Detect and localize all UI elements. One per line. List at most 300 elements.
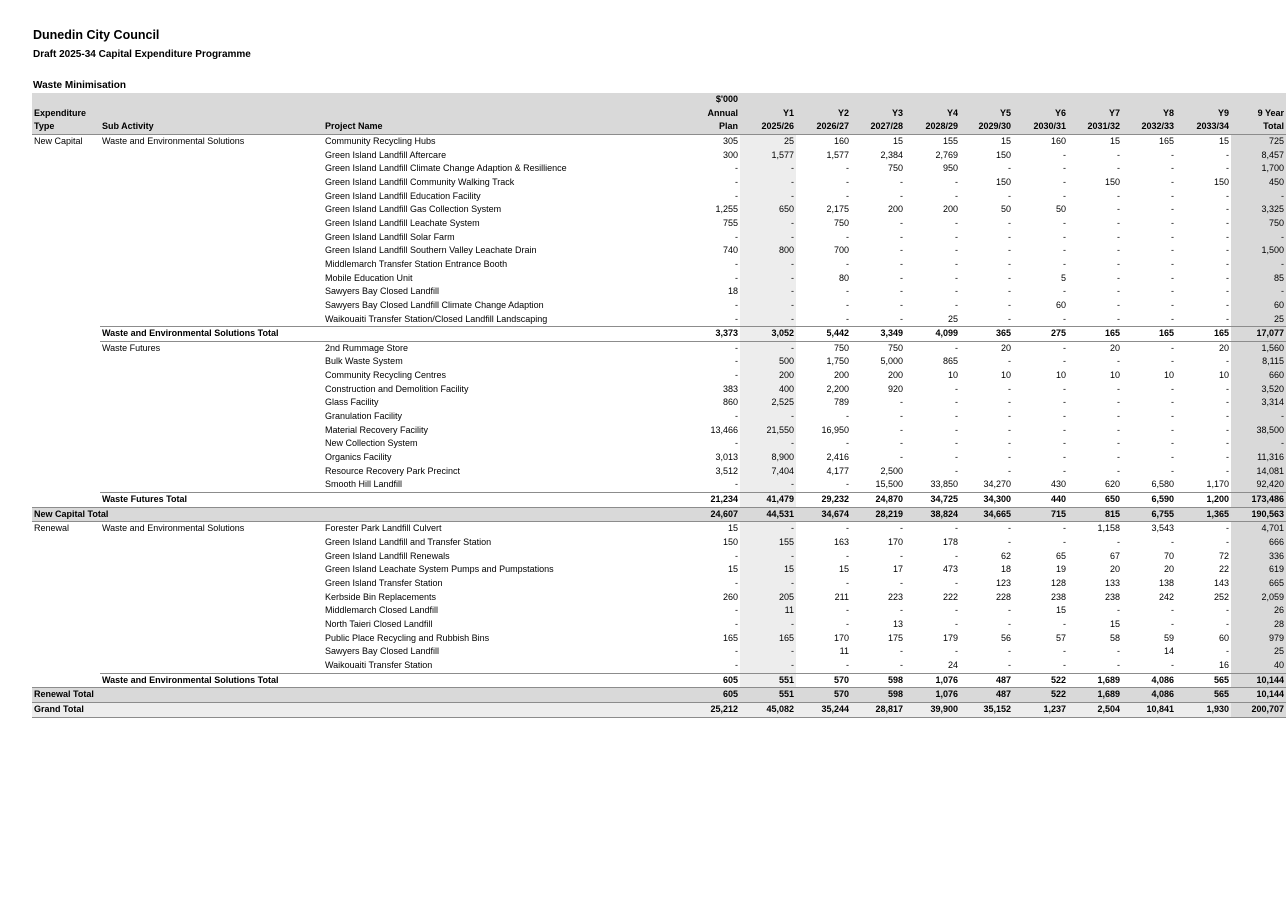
table-row — [32, 591, 1286, 605]
year-value-cell: 72 — [1218, 550, 1229, 561]
col-total-line2: Total — [1231, 120, 1286, 134]
year-value-cell: - — [1063, 465, 1066, 476]
table-body — [32, 134, 1286, 717]
annual-plan-cell: - — [735, 313, 738, 324]
year-value-cell: 155 — [942, 135, 958, 146]
year-value-cell: 165 — [1122, 327, 1176, 342]
project-name-cell: Sawyers Bay Closed Landfill — [325, 646, 440, 657]
year-value-cell: - — [1063, 659, 1066, 670]
year-value-cell: 25 — [947, 313, 958, 324]
nine-year-total-cell: - — [1231, 258, 1286, 272]
year-value-cell: 20 — [1218, 342, 1229, 353]
year-value-cell: - — [740, 659, 796, 673]
year-value-cell: - — [900, 659, 903, 670]
year-value-cell: 200 — [833, 370, 849, 381]
table-row — [32, 396, 1286, 410]
year-value-cell: - — [1063, 176, 1066, 187]
sub-activity-cell — [100, 659, 323, 673]
year-value-cell: 598 — [851, 688, 905, 703]
year-value-cell: - — [1117, 659, 1120, 670]
year-value-cell: 155 — [740, 536, 796, 550]
sub-activity-cell — [100, 313, 323, 327]
year-value-cell: 170 — [833, 632, 849, 643]
year-value-cell: - — [1117, 313, 1120, 324]
annual-plan-cell: 18 — [727, 286, 738, 297]
year-value-cell: - — [740, 577, 796, 591]
year-value-cell: 570 — [796, 688, 851, 703]
year-value-cell: - — [1063, 438, 1066, 449]
project-name-cell: Green Island Transfer Station — [325, 577, 443, 588]
table-row — [32, 451, 1286, 465]
year-value-cell: - — [846, 523, 849, 534]
expenditure-type-cell — [32, 231, 100, 245]
year-value-cell: 25 — [740, 134, 796, 148]
year-value-cell: - — [900, 550, 903, 561]
project-name-cell: 2nd Rummage Store — [325, 342, 409, 353]
year-value-cell: 1,076 — [905, 673, 960, 688]
year-value-cell: - — [1008, 272, 1011, 283]
table-row — [32, 536, 1286, 550]
year-value-cell: 200 — [740, 369, 796, 383]
year-value-cell: 1,158 — [1097, 523, 1120, 534]
annual-plan-cell: 25,212 — [669, 702, 740, 717]
type-total-row — [32, 507, 1286, 522]
nine-year-total-cell: 666 — [1231, 536, 1286, 550]
nine-year-total-cell: 1,560 — [1231, 341, 1286, 355]
year-value-cell: - — [1171, 286, 1174, 297]
annual-plan-cell: - — [735, 646, 738, 657]
year-value-cell: 170 — [887, 537, 903, 547]
year-value-cell: - — [740, 410, 796, 424]
year-value-cell: 8,900 — [740, 451, 796, 465]
year-value-cell: 13 — [892, 618, 903, 629]
nine-year-total-cell: 979 — [1231, 632, 1286, 646]
expenditure-type-cell — [32, 244, 100, 258]
year-value-cell: 163 — [833, 537, 849, 547]
year-value-cell: 15 — [892, 135, 903, 146]
sub-activity-cell — [100, 410, 323, 424]
nine-year-total-cell: 1,500 — [1231, 244, 1286, 258]
project-name-cell: Green Island Landfill Leachate System — [325, 217, 480, 228]
sub-activity-cell — [100, 424, 323, 438]
year-value-cell: - — [955, 465, 958, 476]
year-value-cell: - — [1171, 411, 1174, 422]
spacer-cell — [32, 493, 100, 508]
year-value-cell: - — [955, 577, 958, 588]
year-value-cell: 5 — [1060, 272, 1066, 283]
year-value-cell: 16 — [1218, 659, 1229, 670]
year-value-cell: - — [900, 245, 903, 256]
year-value-cell: 2,504 — [1068, 702, 1122, 717]
col-year-range: 2030/31 — [1013, 120, 1068, 134]
year-value-cell: - — [1063, 618, 1066, 629]
sub-activity-cell — [100, 217, 323, 231]
year-value-cell: 700 — [833, 245, 849, 256]
year-value-cell: - — [1226, 523, 1229, 534]
year-value-cell: 2,500 — [880, 465, 903, 476]
sub-activity-cell — [100, 285, 323, 299]
table-row — [32, 203, 1286, 217]
year-value-cell: - — [1226, 217, 1229, 228]
year-value-cell: - — [1008, 258, 1011, 269]
year-value-cell: 275 — [1013, 327, 1068, 342]
year-value-cell: 28,219 — [851, 507, 905, 522]
year-value-cell: 133 — [1104, 577, 1120, 588]
annual-plan-cell: - — [735, 411, 738, 422]
year-value-cell: 143 — [1213, 577, 1229, 588]
year-value-cell: - — [955, 523, 958, 534]
year-value-cell: 2,769 — [935, 149, 958, 160]
year-value-cell: - — [900, 523, 903, 534]
table-row — [32, 190, 1286, 204]
year-value-cell: 22 — [1218, 564, 1229, 575]
year-value-cell: 238 — [1104, 591, 1120, 602]
year-value-cell: 35,152 — [960, 702, 1013, 717]
year-value-cell: 39,900 — [905, 702, 960, 717]
year-value-cell: - — [900, 258, 903, 269]
year-value-cell: - — [955, 258, 958, 269]
nine-year-total-cell: 11,316 — [1231, 451, 1286, 465]
nine-year-total-cell: - — [1231, 231, 1286, 245]
year-value-cell: - — [1226, 646, 1229, 657]
year-value-cell: - — [1171, 163, 1174, 174]
year-value-cell: 175 — [887, 632, 903, 643]
year-value-cell: - — [740, 645, 796, 659]
subtotal-label: Waste and Environmental Solutions Total — [100, 327, 669, 342]
subtotal-label: Waste and Environmental Solutions Total — [100, 673, 669, 688]
year-value-cell: - — [1226, 537, 1229, 547]
col-plan-unit: $'000 — [669, 93, 740, 107]
year-value-cell: 1,577 — [740, 149, 796, 163]
expenditure-type-cell — [32, 478, 100, 492]
annual-plan-cell: 605 — [669, 688, 740, 703]
year-value-cell: 3,349 — [851, 327, 905, 342]
year-value-cell: - — [1117, 605, 1120, 616]
year-value-cell: - — [1171, 424, 1174, 435]
type-total-row — [32, 688, 1286, 703]
expenditure-type-cell — [32, 645, 100, 659]
table-row — [32, 659, 1286, 673]
nine-year-total-cell: - — [1231, 190, 1286, 204]
year-value-cell: 14 — [1163, 646, 1174, 657]
year-value-cell: - — [740, 258, 796, 272]
year-value-cell: 21,550 — [740, 424, 796, 438]
year-value-cell: 4,086 — [1122, 688, 1176, 703]
year-value-cell: 238 — [1050, 591, 1066, 602]
sub-activity-cell — [100, 437, 323, 451]
year-value-cell: 10 — [1218, 370, 1229, 381]
annual-plan-cell: 165 — [722, 632, 738, 643]
year-value-cell: - — [1171, 397, 1174, 408]
year-value-cell: - — [1226, 286, 1229, 297]
nine-year-total-cell: 336 — [1231, 550, 1286, 564]
nine-year-total-cell: 40 — [1231, 659, 1286, 673]
year-value-cell: 11 — [839, 646, 849, 657]
annual-plan-cell: 305 — [722, 135, 738, 146]
year-value-cell: - — [1171, 618, 1174, 629]
year-value-cell: 1,237 — [1013, 702, 1068, 717]
expenditure-type-cell: Renewal — [34, 523, 70, 534]
project-name-cell: Organics Facility — [325, 452, 392, 463]
year-value-cell: 522 — [1013, 688, 1068, 703]
year-value-cell: 15 — [1109, 618, 1120, 629]
year-value-cell: - — [1226, 149, 1229, 160]
col-year-range: 2033/34 — [1176, 120, 1231, 134]
expenditure-type-cell — [32, 258, 100, 272]
nine-year-total-cell: 725 — [1231, 134, 1286, 148]
year-value-cell: - — [955, 646, 958, 657]
year-value-cell: 920 — [887, 383, 903, 394]
year-value-cell: 598 — [851, 673, 905, 688]
year-value-cell: 150 — [1104, 176, 1120, 187]
year-value-cell: 222 — [942, 591, 958, 602]
year-value-cell: - — [1008, 465, 1011, 476]
year-value-cell: 18 — [1000, 564, 1011, 575]
year-value-cell: 800 — [740, 244, 796, 258]
year-value-cell: 50 — [1055, 204, 1066, 215]
year-value-cell: 205 — [740, 591, 796, 605]
expenditure-type-cell — [32, 437, 100, 451]
table-row — [32, 478, 1286, 492]
year-value-cell: - — [1117, 646, 1120, 657]
year-value-cell: 551 — [740, 673, 796, 688]
sub-activity-cell — [100, 272, 323, 286]
nine-year-total-cell: 3,520 — [1231, 383, 1286, 397]
table-row — [32, 645, 1286, 659]
year-value-cell: - — [1008, 438, 1011, 449]
year-value-cell: - — [955, 411, 958, 422]
table-row — [32, 231, 1286, 245]
col-year-label: Y5 — [960, 107, 1013, 121]
sub-activity-cell: Waste Futures — [102, 342, 161, 353]
year-value-cell: 2,200 — [826, 383, 849, 394]
year-value-cell: 565 — [1176, 673, 1231, 688]
nine-year-total-cell: 1,700 — [1231, 162, 1286, 176]
year-value-cell: 487 — [960, 673, 1013, 688]
year-value-cell: 34,300 — [960, 493, 1013, 508]
sub-activity-cell — [100, 355, 323, 369]
year-value-cell: 500 — [740, 355, 796, 369]
year-value-cell: - — [1117, 411, 1120, 422]
year-value-cell: - — [900, 286, 903, 297]
annual-plan-cell: - — [735, 577, 738, 588]
subtotal-row — [32, 327, 1286, 342]
year-value-cell: - — [1171, 537, 1174, 547]
sub-activity-cell — [100, 231, 323, 245]
col-year-label: Y4 — [905, 107, 960, 121]
year-value-cell: - — [900, 411, 903, 422]
table-row — [32, 437, 1286, 451]
expenditure-type-cell — [32, 591, 100, 605]
year-value-cell: 80 — [838, 272, 849, 283]
year-value-cell: 200 — [887, 204, 903, 215]
year-value-cell: - — [955, 299, 958, 310]
year-value-cell: - — [1117, 286, 1120, 297]
project-name-cell: Material Recovery Facility — [325, 424, 429, 435]
col-year-label: Y3 — [851, 107, 905, 121]
year-value-cell: - — [1117, 465, 1120, 476]
year-value-cell: - — [955, 190, 958, 201]
year-value-cell: - — [740, 618, 796, 632]
year-value-cell: - — [1226, 299, 1229, 310]
annual-plan-cell: 24,607 — [669, 507, 740, 522]
year-value-cell: - — [900, 176, 903, 187]
project-name-cell: Community Recycling Centres — [325, 370, 447, 381]
annual-plan-cell: - — [735, 190, 738, 201]
sub-activity-cell — [100, 632, 323, 646]
year-value-cell: 24,870 — [851, 493, 905, 508]
year-value-cell: - — [955, 245, 958, 256]
col-year-label: Y1 — [740, 107, 796, 121]
year-value-cell: 17 — [892, 564, 903, 575]
year-value-cell: - — [1117, 383, 1120, 394]
year-value-cell: 10 — [1055, 370, 1066, 381]
year-value-cell: - — [900, 605, 903, 616]
year-value-cell: - — [1226, 272, 1229, 283]
year-value-cell: - — [1117, 217, 1120, 228]
year-value-cell: 165 — [1176, 327, 1231, 342]
table-row — [32, 550, 1286, 564]
nine-year-total-cell: - — [1231, 285, 1286, 299]
project-name-cell: Green Island Landfill Aftercare — [325, 149, 447, 160]
year-value-cell: - — [1063, 397, 1066, 408]
nine-year-total-cell: 92,420 — [1231, 478, 1286, 492]
sub-activity-cell — [100, 451, 323, 465]
sub-activity-cell — [100, 604, 323, 618]
year-value-cell: - — [1226, 383, 1229, 394]
expenditure-type-cell: New Capital — [34, 135, 83, 146]
year-value-cell: 6,590 — [1122, 493, 1176, 508]
expenditure-type-cell — [32, 577, 100, 591]
expenditure-type-cell — [32, 162, 100, 176]
annual-plan-cell: - — [735, 342, 738, 353]
year-value-cell: 2,416 — [826, 452, 849, 463]
year-value-cell: 200 — [942, 204, 958, 215]
project-name-cell: Construction and Demolition Facility — [325, 383, 469, 394]
table-row — [32, 522, 1286, 536]
year-value-cell: 41,479 — [740, 493, 796, 508]
table-row — [32, 217, 1286, 231]
nine-year-total-cell: 450 — [1231, 176, 1286, 190]
year-value-cell: - — [1117, 204, 1120, 215]
expenditure-type-cell — [32, 383, 100, 397]
col-plan-line3: Plan — [669, 120, 740, 134]
year-value-cell: - — [846, 258, 849, 269]
year-value-cell: - — [1063, 231, 1066, 242]
expenditure-type-cell — [32, 410, 100, 424]
year-value-cell: - — [846, 176, 849, 187]
nine-year-total-cell: - — [1231, 410, 1286, 424]
col-year-label: Y9 — [1176, 107, 1231, 121]
year-value-cell: - — [1063, 217, 1066, 228]
annual-plan-cell: - — [735, 231, 738, 242]
year-value-cell: 65 — [1055, 550, 1066, 561]
annual-plan-cell: 3,013 — [715, 452, 738, 463]
year-value-cell: - — [1008, 646, 1011, 657]
year-value-cell: 1,930 — [1176, 702, 1231, 717]
annual-plan-cell: 1,255 — [715, 204, 738, 215]
project-name-cell: Community Recycling Hubs — [325, 135, 436, 146]
sub-activity-cell — [100, 618, 323, 632]
year-value-cell: - — [1117, 258, 1120, 269]
annual-plan-cell: - — [735, 438, 738, 449]
expenditure-type-cell — [32, 424, 100, 438]
project-name-cell: Glass Facility — [325, 397, 379, 408]
expenditure-type-cell — [32, 285, 100, 299]
year-value-cell: 487 — [960, 688, 1013, 703]
year-value-cell: 570 — [796, 673, 851, 688]
spacer-cell — [32, 673, 100, 688]
project-name-cell: Green Island Landfill and Transfer Station — [325, 537, 492, 547]
nine-year-total-cell: 85 — [1231, 272, 1286, 286]
expenditure-type-cell — [32, 313, 100, 327]
year-value-cell: - — [900, 646, 903, 657]
annual-plan-cell: 3,512 — [715, 465, 738, 476]
sub-activity-cell — [100, 369, 323, 383]
project-name-cell: Mobile Education Unit — [325, 272, 413, 283]
year-value-cell: 400 — [740, 383, 796, 397]
year-value-cell: - — [1117, 272, 1120, 283]
year-value-cell: - — [955, 438, 958, 449]
year-value-cell: - — [1063, 190, 1066, 201]
total-label: Grand Total — [32, 702, 669, 717]
total-label: New Capital Total — [32, 507, 669, 522]
year-value-cell: 7,404 — [740, 465, 796, 479]
nine-year-total-cell: 14,081 — [1231, 465, 1286, 479]
project-name-cell: New Collection System — [325, 438, 418, 449]
year-value-cell: 24 — [947, 659, 958, 670]
year-value-cell: - — [1008, 245, 1011, 256]
year-value-cell: - — [846, 577, 849, 588]
year-value-cell: 211 — [834, 591, 849, 602]
year-value-cell: - — [846, 618, 849, 629]
year-value-cell: - — [1226, 356, 1229, 367]
year-value-cell: 1,200 — [1176, 493, 1231, 508]
year-value-cell: 223 — [887, 591, 903, 602]
year-value-cell: 365 — [960, 327, 1013, 342]
annual-plan-cell: - — [735, 176, 738, 187]
year-value-cell: - — [740, 522, 796, 536]
year-value-cell: - — [1008, 659, 1011, 670]
sub-activity-cell — [100, 577, 323, 591]
year-value-cell: - — [740, 478, 796, 492]
year-value-cell: - — [1171, 245, 1174, 256]
nine-year-total-cell: 750 — [1231, 217, 1286, 231]
nine-year-total-cell: - — [1231, 437, 1286, 451]
project-name-cell: Middlemarch Transfer Station Entrance Booth — [325, 258, 508, 269]
spacer-cell — [32, 327, 100, 342]
nine-year-total-cell: 17,077 — [1231, 327, 1286, 342]
year-value-cell: - — [1171, 231, 1174, 242]
year-value-cell: 1,689 — [1068, 673, 1122, 688]
year-value-cell: - — [1063, 245, 1066, 256]
nine-year-total-cell: 2,059 — [1231, 591, 1286, 605]
year-value-cell: - — [1226, 465, 1229, 476]
annual-plan-cell: - — [735, 163, 738, 174]
project-name-cell: Middlemarch Closed Landfill — [325, 605, 439, 616]
year-value-cell: - — [900, 397, 903, 408]
sub-activity-cell — [100, 203, 323, 217]
year-value-cell: - — [1063, 149, 1066, 160]
year-value-cell: 6,580 — [1151, 479, 1174, 490]
year-value-cell: - — [1063, 646, 1066, 657]
year-value-cell: - — [740, 217, 796, 231]
col-year-range: 2031/32 — [1068, 120, 1122, 134]
year-value-cell: 440 — [1013, 493, 1068, 508]
project-name-cell: Kerbside Bin Replacements — [325, 591, 437, 602]
year-value-cell: - — [1171, 383, 1174, 394]
organisation-name: Dunedin City Council — [33, 28, 160, 42]
